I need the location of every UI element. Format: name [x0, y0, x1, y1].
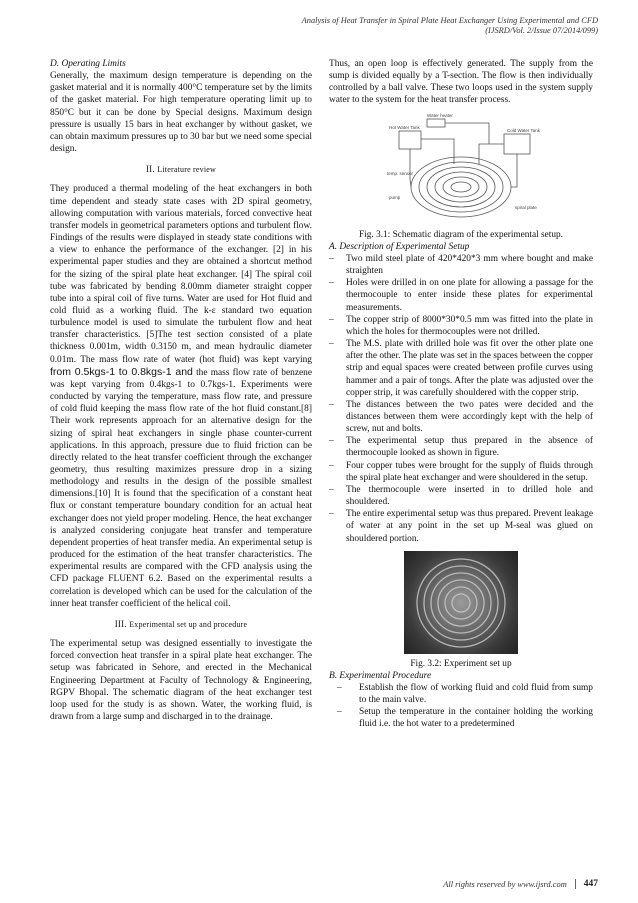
list-item: – Establish the flow of working fluid and cold fluid from sump to the main valve. [329, 682, 593, 706]
page-number: 447 [575, 879, 598, 889]
subsection-description: A. Description of Experimental Setup [329, 241, 470, 252]
experimental-setup-paragraph: The experimental setup was designed essentially to investigate the forced convection heat transfer in a spiral plate heat exchanger. The setup was fabricated in Sehore, and erected in the Mechanical Engineering Department at Faculty of Technology & Engineering, RGPV Bhopal. The schematic diagram of the heat exchanger test loop used for the study is as shown. Water, the working fluid, is drawn from a large sump and discharged in to the drainage. [50, 639, 312, 722]
section-heading-experimental [50, 618, 312, 631]
label-plate: spiral plate [515, 204, 537, 210]
literature-text-b: the mass flow rate of benzene was kept varying from 0.4kgs-1 to 0.7kgs-1. Experiments were conducted by varying the temperature, mass flow rate, and pressure of cold fluid keeping the mass flow rate of the hot fluid constant.[8] Their work represents approach for an alternative design for the sizing of spiral heat exchangers in single phase counter-current applications. In this approach, pressure due to fluid friction can be directly related to the heat transfer coefficient through the exchanger geometry, thus resulting maximizes pressure drop in a sizing methodology and results in the design of the possible smallest dimensions.[10] It is found that the specification of a constant heat flux or constant temperature boundary condition for an actual heat exchanger does not yield proper modeling. Hence, the heat exchanger is analyzed considering conjugate heat transfer and temperature dependent properties of heat transfer media. An experimental setup is produced for the estimation of the heat transfer characteristics. The experimental results are compared with the CFD analysis using the CFD package FLUENT 6.2. Based on the experimental results a correlation is developed which can be used for the calculation of the inner heat transfer coefficient of the helical coil. [50, 367, 312, 609]
list-item: – Four copper tubes were brought for the supply of fluids through the spiral plate heat exchanger and were shouldered in the setup. [329, 460, 593, 484]
literature-text-large: from 0.5kgs-1 to 0.8kgs-1 and [50, 365, 193, 378]
list-item: – The entire experimental setup was thus prepared. Prevent leakage of water at any point in the set up M-seal was glued on shouldered portion. [329, 508, 593, 544]
subsection-operating-limits: D. Operating Limits [50, 59, 126, 69]
procedure-list [329, 682, 593, 731]
list-item: – The M.S. plate with drilled hole was fit over the other plate one after the other. The plate was set in the spaces between the copper strip and equal spaces were created between profile curves using hammer and a pair of tongs. After the plate was adjusted over the copper strip, it was carefully shouldered with the copper strip. [329, 338, 593, 399]
section-heading-literature [50, 163, 312, 176]
section-title: Experimental set up and procedure [129, 619, 248, 629]
literature-text-a: They produced a thermal modeling of the heat exchangers in both time dependent and steady state cases with 2D spiral geometry, allowing computation with various materials, forced convective heat transfer models in geometrical parameters options and turbulent flow. Findings of the results were displayed in steady state conditions with a view to enhance the performance of the exchanger. [2] in his experimental paper studies and they are obtained a shortcut method for the sizing of the spiral plate heat exchanger. [4] The spiral coil tube was fabricated by bending 8.00mm diameter straight copper tube into a spiral coil of five turns. Water are used for Hot fluid and cold fluid as a working fluid. The k-ε standard two equation turbulence model is used to simulate the turbulent flow and heat transfer characteristics. [5]The test section consisted of a plate thickness 0.001m, width 0.3150 m, and mean hydraulic diameter 0.01m. The mass flow rate of water (hot fluid) was kept varying [50, 184, 312, 365]
literature-paragraph [50, 183, 312, 609]
list-item: – The distances between the two pates were decided and the distances between them were accordingly kept with the help of screw, nut and bolts. [329, 399, 593, 435]
setup-description-list [329, 253, 593, 545]
label-temp: temp. sensor [387, 170, 414, 176]
page-footer [443, 879, 598, 889]
list-item: – Holes were drilled in on one plate for allowing a passage for the thermocouple to enter inside these plates for experimental measurements. [329, 277, 593, 313]
list-item: – The copper strip of 8000*30*0.5 mm was fitted into the plate in which the holes for thermocouples were not drilled. [329, 314, 593, 338]
figure-3-1-caption: Fig. 3.1: Schematic diagram of the experimental setup. [359, 229, 563, 240]
subsection-procedure: B. Experimental Procedure [329, 670, 432, 681]
label-pump: pump [389, 194, 401, 200]
photo-spiral [404, 551, 518, 654]
header-title: Analysis of Heat Transfer in Spiral Plate Heat Exchanger Using Experimental and CFD [301, 16, 598, 25]
left-column [50, 58, 312, 723]
section-number: II. [145, 164, 155, 175]
list-item: – The experimental setup thus prepared in the absence of thermocouple looked as shown in figure. [329, 435, 593, 459]
schematic-figure [329, 109, 593, 229]
section-number: III. [114, 618, 127, 629]
operating-limits-paragraph: Generally, the maximum design temperature is depending on the gasket material and it is normally 400°C temperature set by the limits of the gasket material. For high temperature operating limit up to 850°C but it can be done by Special designs. Maximum design pressure is usually 15 bars in heat exchanger by without gasket, we can obtain maximum pressures up to 30 bar but we need some special design. [50, 71, 312, 155]
label-hot-tank: Hot Water Tank [389, 124, 420, 130]
header-volume: (IJSRD/Vol. 2/Issue 07/2014/099) [485, 26, 598, 35]
experiment-setup-photo [404, 551, 518, 654]
copyright-text: All rights reserved by www.ijsrd.com [443, 879, 567, 889]
figure-3-2-caption: Fig. 3.2: Experiment set up [410, 658, 512, 669]
list-item: – Two mild steel plate of 420*420*3 mm where bought and make straighten [329, 253, 593, 277]
list-item: – The thermocouple were inserted in to drilled hole and shouldered. [329, 484, 593, 508]
schematic-diagram [329, 109, 593, 229]
list-item: – Setup the temperature in the container holding the working fluid i.e. the hot water to a predetermined [329, 706, 593, 730]
running-header [198, 16, 598, 36]
continuation-paragraph: Thus, an open loop is effectively generated. The supply from the sump is divided equally by a T-section. The flow is then individually controlled by a ball valve. These two loops used in the system supply water to the system for the heat transfer process. [329, 59, 593, 106]
right-column [329, 58, 593, 731]
section-title: Literature review [157, 165, 216, 175]
label-cold-tank: Cold Water Tank [507, 127, 541, 133]
label-heater: Water heater [427, 112, 453, 118]
